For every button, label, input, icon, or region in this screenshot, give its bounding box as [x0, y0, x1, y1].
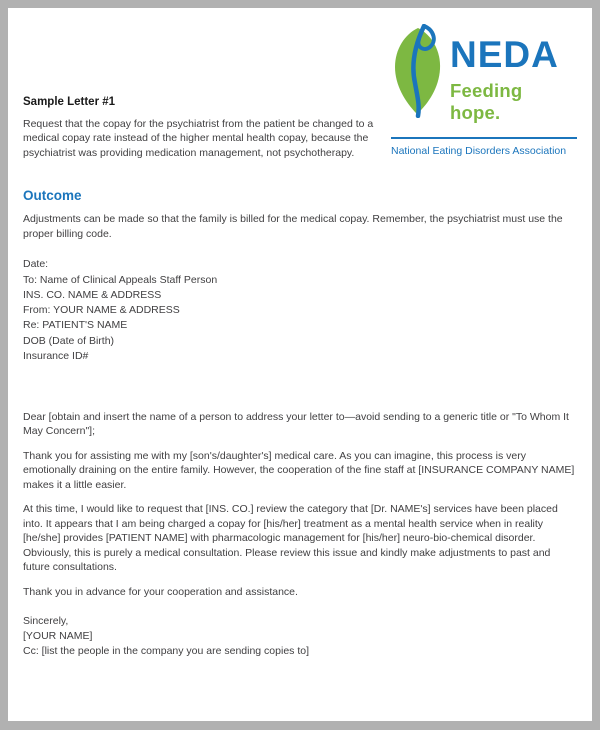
- letter-meta-to: To: Name of Clinical Appeals Staff Person: [23, 273, 218, 286]
- neda-logo-name: NEDA: [450, 34, 559, 75]
- neda-leaf-icon: [391, 24, 443, 118]
- letter-meta-insurance-id: Insurance ID#: [23, 349, 89, 362]
- document-header: [23, 24, 577, 160]
- neda-logo-text: [450, 24, 577, 124]
- page-title: Sample Letter #1: [23, 96, 116, 108]
- closing-sincerely: Sincerely,: [23, 615, 69, 628]
- letter-meta-date: Date:: [23, 258, 49, 271]
- neda-logo: [391, 24, 577, 157]
- letter-meta-re: Re: PATIENT'S NAME: [23, 319, 128, 332]
- closing-cc: Cc: [list the people in the company you are sending copies to]: [23, 644, 310, 657]
- neda-logo-tagline: Feeding hope.: [450, 80, 523, 123]
- request-description: Request that the copay for the psychiatrist from the patient be changed to a medical copay rate instead of the higher mental health copay, because the psychiatrist was providing medication management, not psychotherapy.: [23, 118, 374, 159]
- letter-closing-block: [23, 614, 577, 658]
- letter-paragraph: Thank you in advance for your cooperation and assistance.: [23, 585, 298, 598]
- outcome-heading: Outcome: [23, 188, 82, 204]
- outcome-body: Adjustments can be made so that the family is billed for the medical copay. Remember, the psychiatrist must use the proper billing code.: [23, 213, 563, 240]
- logo-divider: [391, 137, 577, 139]
- letter-salutation: Dear [obtain and insert the name of a person to address your letter to—avoid sending to a generic title or "To Whom It May Concern"];: [23, 410, 569, 438]
- neda-logo-top: [391, 24, 577, 124]
- letter-meta-dob: DOB (Date of Birth): [23, 334, 115, 347]
- closing-name: [YOUR NAME]: [23, 629, 93, 642]
- intro-section: [23, 24, 379, 160]
- letter-meta-block: [23, 257, 577, 364]
- neda-org-name: National Eating Disorders Association: [391, 145, 567, 157]
- letter-paragraph: Thank you for assisting me with my [son's/daughter's] medical care. As you can imagine, this process is very emotionally draining on the entire family. However, the cooperation of the fine staff at [INSURANCE COMPANY NAME] makes it a little easier.: [23, 449, 575, 491]
- letter-paragraph: At this time, I would like to request that [INS. CO.] review the category that [Dr. NAME's] services have been placed into. It appears that I am being charged a copay for [his/her] treatment as a mental health service when in reality [he/she] provides [PATIENT NAME] with pharmacologic management for [his/her] neuro-bio-chemical disorder. Obviously, this is purely a medical consultation. Please review this issue and kindly make adjustments to past and future consultations.: [23, 503, 558, 574]
- letter-meta-ins-co: INS. CO. NAME & ADDRESS: [23, 288, 162, 301]
- document-page: [8, 8, 592, 721]
- letter-meta-from: From: YOUR NAME & ADDRESS: [23, 304, 180, 317]
